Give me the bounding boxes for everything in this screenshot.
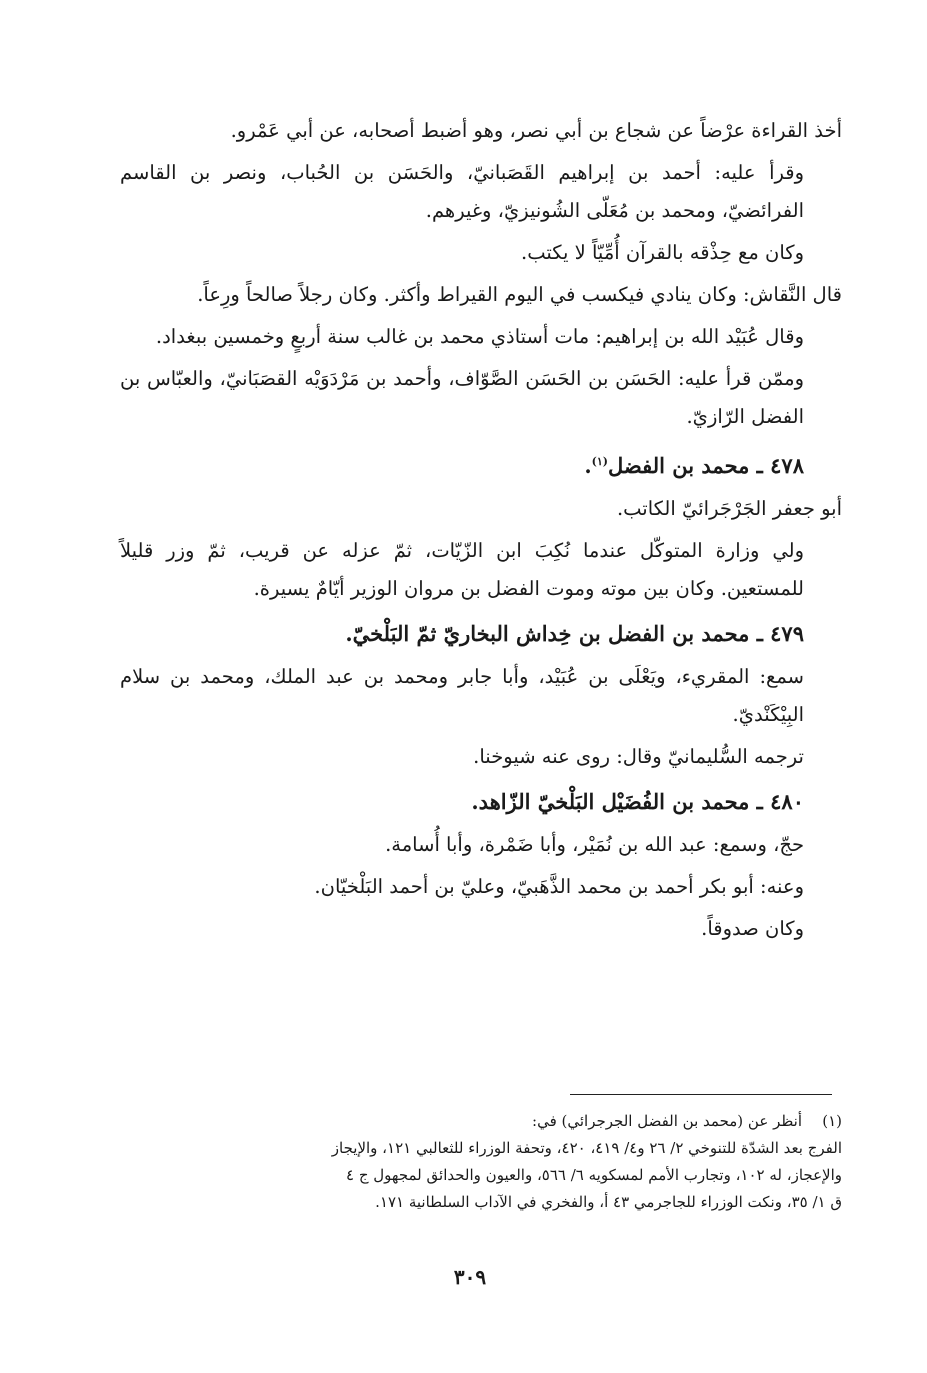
- entry-478-title: ٤٧٨ ـ محمد بن الفضل$^{(١)}$.: [584, 453, 804, 478]
- entry-478-paragraph-1: أبو جعفر الجَرْجَرائيّ الكاتب.: [616, 497, 842, 520]
- entry-479-title: ٤٧٩ ـ محمد بن الفضل بن خِداش البخاريّ ثمّ البَلْخيّ.: [345, 621, 804, 646]
- entry-479-paragraph-2: ترجمه السُّليمانيّ وقال: روى عنه شيوخنا.: [473, 745, 804, 768]
- page-number: ٣٠٩: [453, 1265, 487, 1289]
- entry-478-title-text: ٤٧٨ ـ محمد بن الفضل: [607, 453, 804, 478]
- entry-480-paragraph-1: حجّ، وسمع: عبد الله بن نُمَيْر، وأبا ضَمْرة، وأبا أُسامة.: [385, 833, 804, 856]
- paragraph-6: وممّن قرأ عليه: الحَسَن بن الحَسَن الصَّوّاف، وأحمد بن مَرْدَوَيْه القصَبَانيّ، والعبّاس بن الفضل الرّازيّ.: [120, 367, 804, 428]
- entry-480-title: ٤٨٠ ـ محمد بن الفُضَيْل البَلْخيّ الزّاهد.: [471, 789, 804, 814]
- footnote-line-4: ق ١/ ٣٥، ونكت الوزراء للجاجرمي ٤٣ أ، والفخري في الآداب السلطانية ١٧١.: [375, 1193, 842, 1211]
- entry-479-paragraph-1: سمع: المقريء، ويَعْلَى بن عُبَيْد، وأبا جابر ومحمد بن عبد الملك، ومحمد بن سلام البِيْكَنْديّ.: [120, 665, 804, 726]
- paragraph-1: أخذ القراءة عرْضاً عن شجاع بن أبي نصر، وهو أضبط أصحابه، عن أبي عَمْرو.: [230, 119, 842, 142]
- footnote-line-1: [118, 1108, 842, 1135]
- paragraph-2: وقرأ عليه: أحمد بن إبراهيم القَصَبانيّ، والحَسَن بن الحُباب، ونصر بن القاسم الفرائضيّ، ومحمد بن مُعَلّى الشُونيزيّ، وغيرهم.: [120, 161, 804, 222]
- paragraph-4: قال النَّقاش: وكان ينادي فيكسب في اليوم القيراط وأكثر. وكان رجلاً صالحاً ورِعاً.: [197, 283, 842, 306]
- footnote-line-2: الفرج بعد الشدّة للتنوخي ٢/ ٢٦ و٤/ ٤١٩، ٤٢٠، وتحفة الوزراء للثعالبي ١٢١، والإيجاز: [331, 1139, 842, 1157]
- paragraph-5: وقال عُبَيْد الله بن إبراهيم: مات أستاذي محمد بن غالب سنة أربعٍ وخمسين ببغداد.: [155, 325, 804, 348]
- footnote-divider: [570, 1094, 832, 1095]
- entry-480-paragraph-3: وكان صدوقاً.: [701, 917, 804, 940]
- paragraph-3: وكان مع حِذْقه بالقرآن أُمِّيّاً لا يكتب.: [521, 241, 804, 264]
- footnote-line-3: والإعجاز، له ١٠٢، وتجارب الأمم لمسكويه ٦/ ٥٦٦، والعيون والحدائق لمجهول ج ٤: [345, 1166, 842, 1184]
- footnote-number: (١): [822, 1112, 842, 1130]
- entry-480-paragraph-2: وعنه: أبو بكر أحمد بن محمد الذَّهَبيّ، وعليّ بن أحمد البَلْخيّان.: [314, 875, 804, 898]
- footnotes: [118, 1108, 842, 1216]
- footnote-ref[interactable]: (١): [591, 455, 608, 468]
- footnote-line-1-text: أنظر عن (محمد بن الفضل الجرجرائي) في:: [532, 1112, 802, 1130]
- entry-478-paragraph-2: ولي وزارة المتوكّل عندما نُكِبَ ابن الزّيّات، ثمّ عزله عن قريب، ثمّ وزر قليلاً للمستعين. وكان بين موته وموت الفضل بن مروان الوزير أيّامٌ يسيرة.: [120, 539, 804, 600]
